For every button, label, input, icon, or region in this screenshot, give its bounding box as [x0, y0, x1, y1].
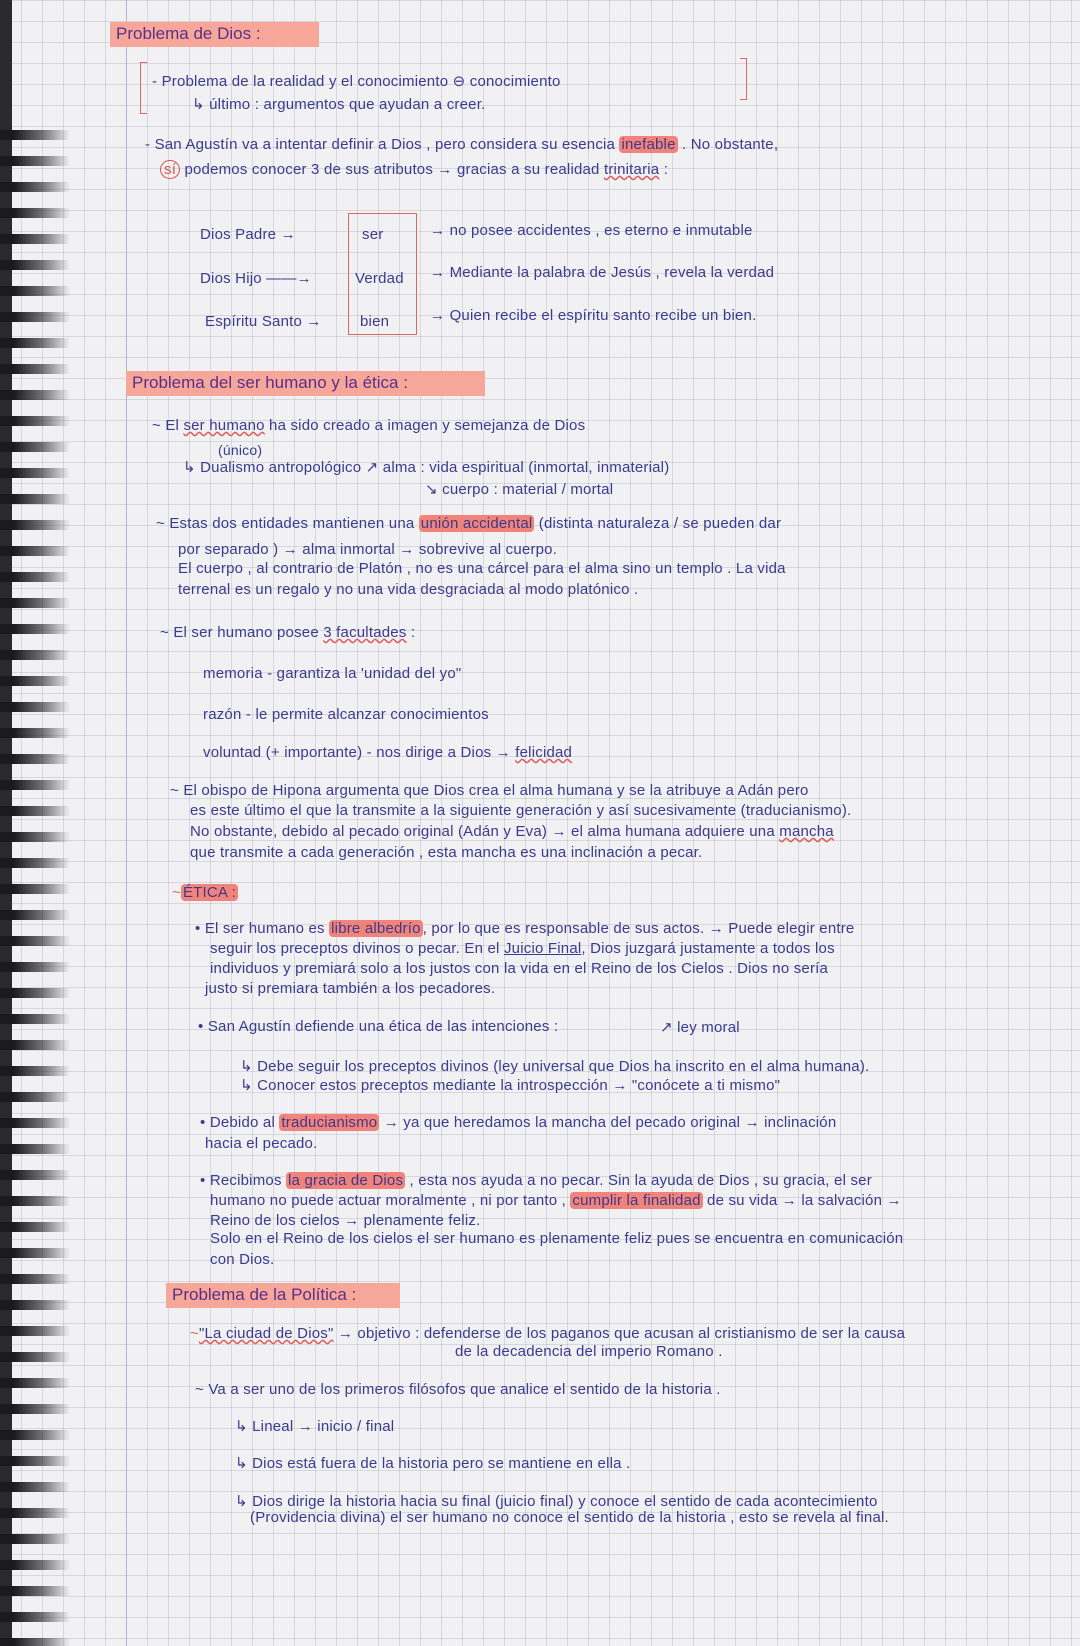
text: . No obstante, — [677, 136, 779, 153]
bracket-right — [740, 58, 747, 100]
trinity-person: Dios Padre → — [200, 226, 296, 243]
text-note: ↗ ley moral — [660, 1019, 740, 1036]
text-line: • San Agustín defiende una ética de las intenciones : — [198, 1018, 559, 1035]
text: ha sido creado a imagen y semejanza de Dios — [264, 417, 586, 434]
text-line: ↘ cuerpo : material / mortal — [425, 481, 614, 498]
text-line — [156, 515, 781, 532]
text: : — [659, 161, 669, 178]
text: ~ El ser humano posee — [160, 624, 324, 641]
text-line: ~ El obispo de Hipona argumenta que Dios crea el alma humana y se la atribuye a Adán pero — [170, 782, 809, 799]
underlined: Juicio Final — [503, 940, 582, 957]
text-line: ↳ Conocer estos preceptos mediante la introspección → "conócete a ti mismo" — [240, 1077, 781, 1094]
text: ~ Estas dos entidades mantienen una — [156, 515, 419, 532]
text: • Debido al — [200, 1114, 280, 1131]
text-line: por separado ) → alma inmortal → sobrevive al cuerpo. — [178, 541, 558, 558]
text: • Recibimos — [200, 1172, 287, 1189]
underlined: 3 facultades — [323, 624, 407, 641]
faculty-voluntad — [203, 744, 572, 761]
trinity-attr: ser — [362, 226, 384, 243]
underlined: mancha — [779, 823, 834, 840]
text: , esta nos ayuda a no pecar. Sin la ayuda de Dios , su gracia, el ser — [405, 1172, 872, 1189]
circled-word: sí — [160, 160, 180, 179]
text-line: ↳ Lineal → inicio / final — [235, 1418, 395, 1435]
heading-etica: ~ ÉTICA : — [172, 884, 237, 901]
text-line: terrenal es un regalo y no una vida desgraciada al modo platónico . — [178, 581, 639, 598]
faculty-memoria: memoria - garantiza la 'unidad del yo" — [203, 665, 462, 682]
text: (distinta naturaleza / se pueden dar — [534, 515, 782, 532]
text-line: - Problema de la realidad y el conocimiento ⊖ conocimiento — [152, 73, 561, 90]
text-line — [160, 160, 668, 179]
highlight: cumplir la finalidad — [572, 1192, 701, 1209]
text: ~ El — [152, 417, 184, 434]
trinity-person: Espíritu Santo → — [205, 313, 322, 330]
faculty-razon: razón - le permite alcanzar conocimientos — [203, 706, 489, 723]
text-line — [160, 624, 415, 641]
text-line — [210, 1192, 902, 1209]
text: • El ser humano es — [195, 920, 330, 937]
text-line: con Dios. — [210, 1251, 275, 1268]
trinity-desc: → Mediante la palabra de Jesús , revela la verdad — [430, 264, 775, 281]
text-line: de la decadencia del imperio Romano . — [455, 1343, 723, 1360]
text-line — [210, 940, 835, 957]
text-line: ↳ Dios dirige la historia hacia su final (juicio final) y conoce el sentido de cada acontecimiento — [235, 1493, 878, 1510]
text: : — [406, 624, 416, 641]
text-line: hacia el pecado. — [205, 1135, 318, 1152]
text: - San Agustín va a intentar definir a Dios , pero considera su esencia — [145, 136, 620, 153]
text-line — [195, 920, 854, 937]
text-line — [152, 417, 585, 434]
text-line: (único) — [218, 442, 263, 458]
text-line: ~ Va a ser uno de los primeros filósofos que analice el sentido de la historia . — [195, 1381, 721, 1398]
spiral-binding — [0, 120, 70, 1646]
text-line: que transmite a cada generación , esta mancha es una inclinación a pecar. — [190, 844, 703, 861]
text-line: ~"La ciudad de Dios" → objetivo : defenderse de los paganos que acusan al cristianismo de ser la causa — [190, 1325, 906, 1342]
highlight: traducianismo — [281, 1114, 378, 1131]
trinity-attr: Verdad — [355, 270, 404, 287]
text: podemos conocer 3 de sus atributos → gracias a su realidad — [180, 161, 604, 178]
text: , Dios juzgará justamente a todos los — [581, 940, 835, 957]
margin-line — [126, 0, 127, 1646]
text-line: ↳ último : argumentos que ayudan a creer. — [192, 96, 486, 113]
text-line — [145, 136, 778, 153]
highlight: la gracia de Dios — [288, 1172, 404, 1189]
text-line: Reino de los cielos → plenamente feliz. — [210, 1212, 481, 1229]
trinity-desc: → Quien recibe el espíritu santo recibe un bien. — [430, 307, 757, 324]
text-line: justo si premiara también a los pecadores. — [205, 980, 496, 997]
text-line — [200, 1114, 836, 1131]
trinity-attr: bien — [360, 313, 390, 330]
underlined: "La ciudad de Dios" — [198, 1325, 334, 1342]
highlight: libre albedrío — [331, 920, 421, 937]
heading-problema-politica: Problema de la Política : — [166, 1283, 400, 1308]
text-line: es este último el que la transmite a la siguiente generación y así sucesivamente (traducianismo). — [190, 802, 852, 819]
text: seguir los preceptos divinos o pecar. En el — [210, 940, 504, 957]
highlight: inefable — [621, 136, 676, 153]
trinity-person: Dios Hijo ——→ — [200, 270, 312, 287]
text: voluntad (+ importante) - nos dirige a Dios → — [203, 744, 516, 761]
underlined: trinitaria — [603, 161, 660, 178]
trinity-desc: → no posee accidentes , es eterno e inmutable — [430, 222, 753, 239]
text-line: El cuerpo , al contrario de Platón , no es una cárcel para el alma sino un templo . La vida — [178, 560, 786, 577]
text: , por lo que es responsable de sus actos. → Puede elegir entre — [422, 920, 855, 937]
text: No obstante, debido al pecado original (Adán y Eva) → el alma humana adquiere una — [190, 823, 780, 840]
underlined: ser humano — [183, 417, 265, 434]
text-line: (Providencia divina) el ser humano no conoce el sentido de la historia , esto se revela al final. — [250, 1509, 889, 1526]
text: → ya que heredamos la mancha del pecado original → inclinación — [379, 1114, 837, 1131]
text: → objetivo : defenderse de los paganos que acusan al cristianismo de ser la causa — [333, 1325, 906, 1342]
heading-problema-dios: Problema de Dios : — [110, 22, 319, 47]
text-line: individuos y premiará solo a los justos con la vida en el Reino de los Cielos . Dios no sería — [210, 960, 829, 977]
text-line: Solo en el Reino de los cielos el ser humano es plenamente feliz pues se encuentra en comunicación — [210, 1230, 904, 1247]
text-line — [190, 823, 834, 840]
heading-problema-ser-humano: Problema del ser humano y la ética : — [126, 371, 485, 396]
underlined: felicidad — [515, 744, 573, 761]
text-line: ↳ Debe seguir los preceptos divinos (ley universal que Dios ha inscrito en el alma humana). — [240, 1058, 870, 1075]
text-line: ↳ Dios está fuera de la historia pero se mantiene en ella . — [235, 1455, 631, 1472]
text: humano no puede actuar moralmente , ni por tanto , — [210, 1192, 571, 1209]
text-line — [200, 1172, 872, 1189]
text: de su vida → la salvación → — [702, 1192, 902, 1209]
bracket-left — [140, 62, 147, 114]
text-line: ↳ Dualismo antropológico ↗ alma : vida espiritual (inmortal, inmaterial) — [183, 459, 670, 476]
highlight: ÉTICA : — [182, 884, 237, 901]
highlight: unión accidental — [420, 515, 533, 532]
